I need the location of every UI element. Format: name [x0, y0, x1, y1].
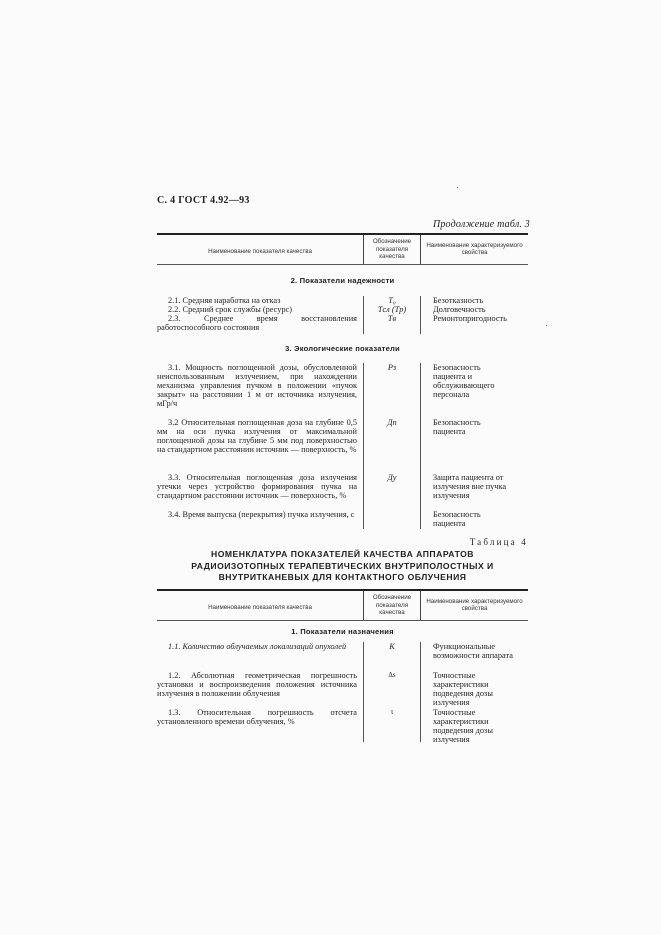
header-name: Наименование показателя качества [208, 603, 312, 611]
symbol-cell: Pз [387, 362, 397, 372]
scan-speck [457, 187, 458, 188]
table-row: 2.1. Средняя наработка на отказ [168, 295, 281, 305]
section-title-reliability: 2. Показатели надежности [290, 275, 395, 285]
symbol-cell: Ду [387, 472, 397, 482]
table-row: 1.2. Абсолютная геометрическая погрешность установки и воспроизведения положения источника излучения в положении облучения [157, 670, 357, 698]
header-name: Наименование показателя качества [208, 247, 312, 255]
table-continuation-label: Продолжение табл. 3 [432, 219, 530, 230]
section-title-ecological: 3. Экологические показатели [285, 343, 400, 353]
table-row: 3.3. Относительная поглощенная доза излучения утечки через устройство формирования пучка на стандартном расстоянии источник — поверхность, % [157, 472, 357, 500]
table-row: 2.2. Средний срок службы (ресурс) [168, 304, 292, 314]
property-cell: Функциональные возможности аппарата [433, 641, 513, 660]
property-cell: Безопасность пациента [433, 509, 481, 528]
property-cell: Безотказность [433, 295, 484, 305]
table-4-title: НОМЕНКЛАТУРА ПОКАЗАТЕЛЕЙ КАЧЕСТВА АППАРАТОВ РАДИОИЗОТОПНЫХ ТЕРАПЕВТИЧЕСКИХ ВНУТРИПОЛОСТНЫХ И ВНУТРИТКАНЕВЫХ ДЛЯ КОНТАКТНОГО ОБЛУЧЕНИЯ [191, 549, 494, 582]
header-property: Наименование характеризуемого свойства [426, 597, 523, 613]
header-property: Наименование характеризуемого свойства [426, 241, 523, 257]
symbol-cell: K [389, 641, 395, 651]
property-cell: Точностные характеристики подведения дозы излучения [433, 707, 493, 745]
symbol-cell: Дп [387, 417, 397, 427]
property-cell: Безопасность пациента [433, 417, 481, 436]
table-row: 3.4. Время выпуска (перекрытия) пучка излучения, с [168, 509, 355, 519]
table-4 [157, 589, 528, 744]
table-row: 3.2 Относительная поглощенная доза на глубине 0,5 мм на оси пучка излучения от максимальной поглощенной дозы на глубине 5 мм под поверхностью на стандартном расстоянии источник — поверхность, % [157, 417, 358, 455]
section-purpose-rows [157, 642, 528, 745]
table-3-header [157, 233, 528, 265]
table-row: 1.3. Относительная погрешность отсчета установленного времени облучения, % [157, 707, 357, 726]
table-row: 1.1. Количество облучаемых локализаций опухолей [168, 641, 347, 651]
table-row: 3.1. Мощность поглощенной дозы, обусловленной неиспользованным излучением, при нахождении механизма управления пучком в положении «пучок закрыт» на расстоянии 1 м от источника излучения, мГр/ч [157, 362, 357, 409]
header-symbol: Обозначение показателя качества [363, 235, 421, 264]
property-cell: Долговечность [433, 304, 486, 314]
table-4-header [157, 589, 528, 621]
page-header: С. 4 ГОСТ 4.92—93 [157, 195, 250, 206]
table-4-label: Таблица 4 [469, 537, 528, 547]
table-3 [157, 233, 528, 529]
symbol-cell: Tсл (Tр) [377, 304, 407, 314]
symbol-cell [364, 510, 420, 519]
property-cell: Безопасность пациента и обслуживающего персонала [433, 362, 495, 400]
property-cell: Защита пациента от излучения вне пучка излучения [433, 472, 507, 500]
section-reliability-rows [157, 296, 528, 334]
property-cell: Ремонтопригодность [433, 313, 507, 323]
header-symbol: Обозначение показателя качества [363, 591, 421, 620]
scan-speck [546, 325, 547, 326]
section-title-purpose: 1. Показатели назначения [291, 626, 394, 636]
property-cell: Точностные характеристики подведения дозы излучения [433, 670, 493, 708]
symbol-cell: Tв [387, 313, 397, 323]
symbol-cell: T₀ [388, 295, 396, 305]
section-ecological-rows [157, 363, 528, 529]
table-row: 2.3. Среднее время восстановления работоспособного состояния [157, 313, 357, 333]
symbol-cell: τ [390, 707, 394, 716]
symbol-cell: Δs [388, 670, 396, 679]
